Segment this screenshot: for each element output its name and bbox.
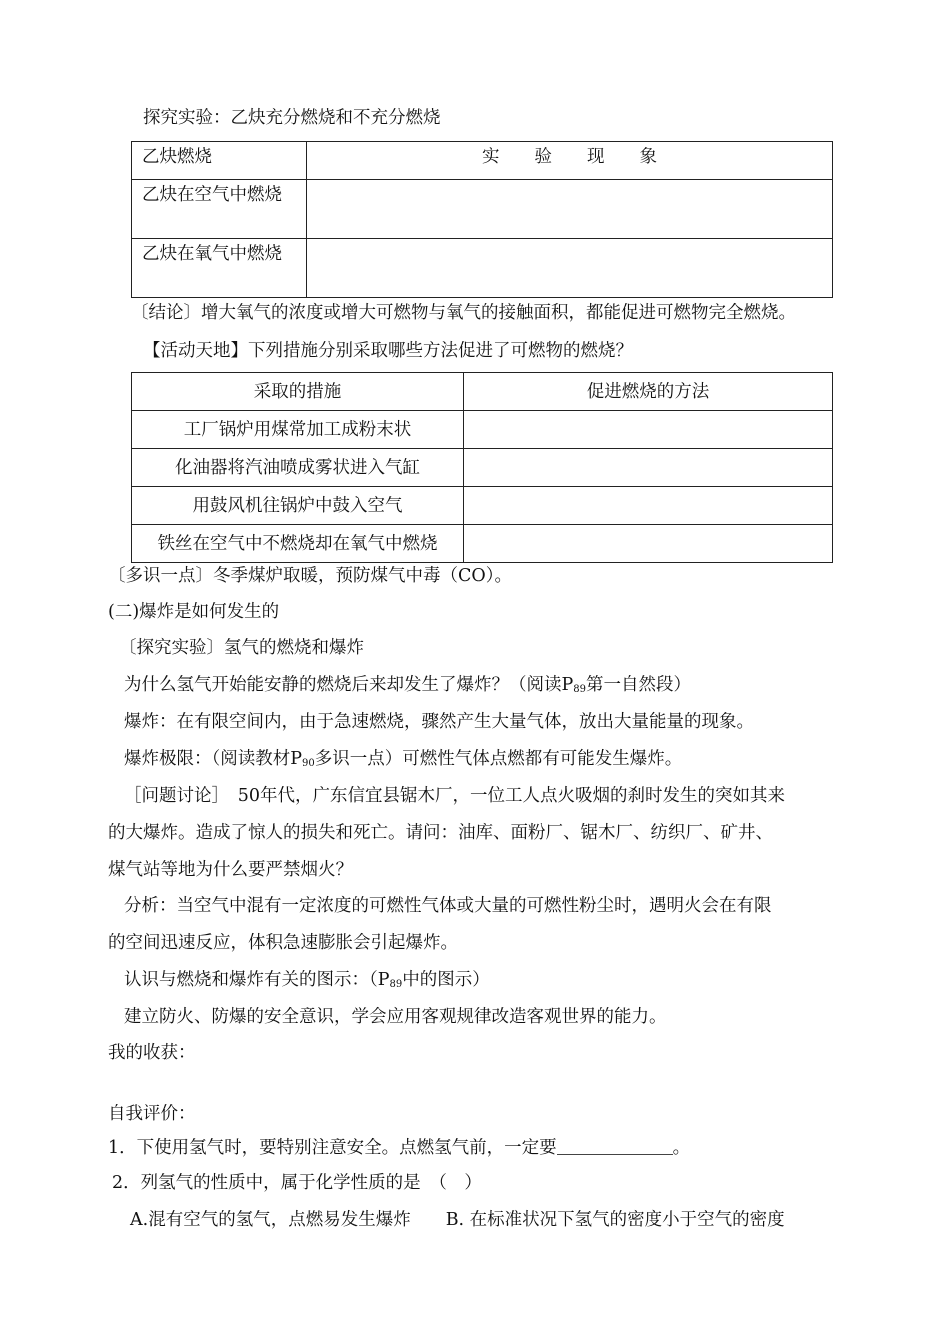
section2-title: (二)爆炸是如何发生的 bbox=[108, 602, 280, 622]
question-line bbox=[124, 674, 691, 701]
acetylene-table bbox=[131, 141, 833, 298]
measure-row-3-method bbox=[464, 487, 833, 525]
question-text-a: 为什么氢气开始能安静的燃烧后来却发生了爆炸？（阅读P bbox=[124, 675, 574, 695]
figure-note bbox=[124, 969, 490, 996]
analysis-line-2: 的空间迅速反应，体积急速膨胀会引起爆炸。 bbox=[108, 933, 458, 953]
measure-row-2: 化油器将汽油喷成雾状进入气缸 bbox=[132, 449, 464, 487]
explosion-definition: 爆炸：在有限空间内，由于急速燃烧，骤然产生大量气体，放出大量能量的现象。 bbox=[124, 712, 754, 732]
measure-row-4-method bbox=[464, 525, 833, 563]
self-eval-title: 自我评价： bbox=[108, 1104, 196, 1124]
measure-row-3: 用鼓风机往锅炉中鼓入空气 bbox=[132, 487, 464, 525]
measures-table bbox=[131, 372, 833, 563]
limit-page-sub: 90 bbox=[302, 758, 315, 769]
question-text-b: 第一自然段） bbox=[586, 675, 692, 695]
section2-exp-heading: 〔探究实验〕氢气的燃烧和爆炸 bbox=[119, 638, 364, 658]
figure-text-a: 认识与燃烧和爆炸有关的图示：（P bbox=[124, 970, 390, 990]
acetylene-table-header-1: 乙炔燃烧 bbox=[132, 142, 307, 180]
my-gains: 我的收获： bbox=[108, 1043, 196, 1063]
measure-row-2-method bbox=[464, 449, 833, 487]
acetylene-row-air: 乙炔在空气中燃烧 bbox=[132, 180, 307, 239]
safety-awareness: 建立防火、防爆的安全意识，学会应用客观规律改造客观世界的能力。 bbox=[124, 1007, 667, 1027]
figure-page-sub: 89 bbox=[389, 979, 403, 990]
question-1 bbox=[108, 1137, 690, 1159]
measure-row-1-method bbox=[464, 411, 833, 449]
discussion-line-3: 煤气站等地为什么要严禁烟火？ bbox=[108, 860, 353, 880]
tip-note: 〔多识一点〕冬季煤炉取暖，预防煤气中毒（CO）。 bbox=[108, 566, 512, 586]
discussion-line-1: ［问题讨论］ 50年代，广东信宜县锯木厂，一位工人点火吸烟的刹时发生的突如其来 bbox=[124, 786, 786, 806]
question-1-text: 1．下使用氢气时，要特别注意安全。点燃氢气前，一定要 bbox=[108, 1138, 557, 1158]
acetylene-row-oxygen-observation bbox=[307, 239, 833, 298]
acetylene-row-air-observation bbox=[307, 180, 833, 239]
figure-text-b: 中的图示） bbox=[402, 970, 490, 990]
measures-header-method: 促进燃烧的方法 bbox=[464, 373, 833, 411]
conclusion: 〔结论〕增大氧气的浓度或增大可燃物与氧气的接触面积，都能促进可燃物完全燃烧。 bbox=[131, 303, 796, 323]
discussion-line-2: 的大爆炸。造成了惊人的损失和死亡。请问：油库、面粉厂、锯木厂、纺织厂、矿井、 bbox=[108, 823, 773, 843]
acetylene-row-oxygen: 乙炔在氧气中燃烧 bbox=[132, 239, 307, 298]
activity-heading: 【活动天地】下列措施分别采取哪些方法促进了可燃物的燃烧？ bbox=[143, 341, 633, 361]
limit-text-b: 多识一点）可燃性气体点燃都有可能发生爆炸。 bbox=[314, 749, 683, 769]
question-page-sub: 89 bbox=[573, 684, 587, 695]
question-2-options: A.混有空气的氢气，点燃易发生爆炸 B. 在标准状况下氢气的密度小于空气的密度 bbox=[130, 1210, 785, 1230]
measure-row-1: 工厂锅炉用煤常加工成粉末状 bbox=[132, 411, 464, 449]
question-1-end: 。 bbox=[672, 1138, 691, 1158]
exp1-heading: 探究实验：乙炔充分燃烧和不充分燃烧 bbox=[143, 108, 441, 128]
explosion-limit bbox=[124, 748, 682, 775]
analysis-line-1: 分析：当空气中混有一定浓度的可燃性气体或大量的可燃性粉尘时，遇明火会在有限 bbox=[124, 896, 772, 916]
measure-row-4: 铁丝在空气中不燃烧却在氧气中燃烧 bbox=[132, 525, 464, 563]
acetylene-table-header-2: 实 验 现 象 bbox=[307, 142, 833, 180]
measures-header-measure: 采取的措施 bbox=[132, 373, 464, 411]
question-1-blank[interactable] bbox=[557, 1138, 673, 1155]
limit-text-a: 爆炸极限：（阅读教材P bbox=[124, 749, 303, 769]
question-2: 2．列氢气的性质中，属于化学性质的是 （ ） bbox=[112, 1173, 482, 1193]
